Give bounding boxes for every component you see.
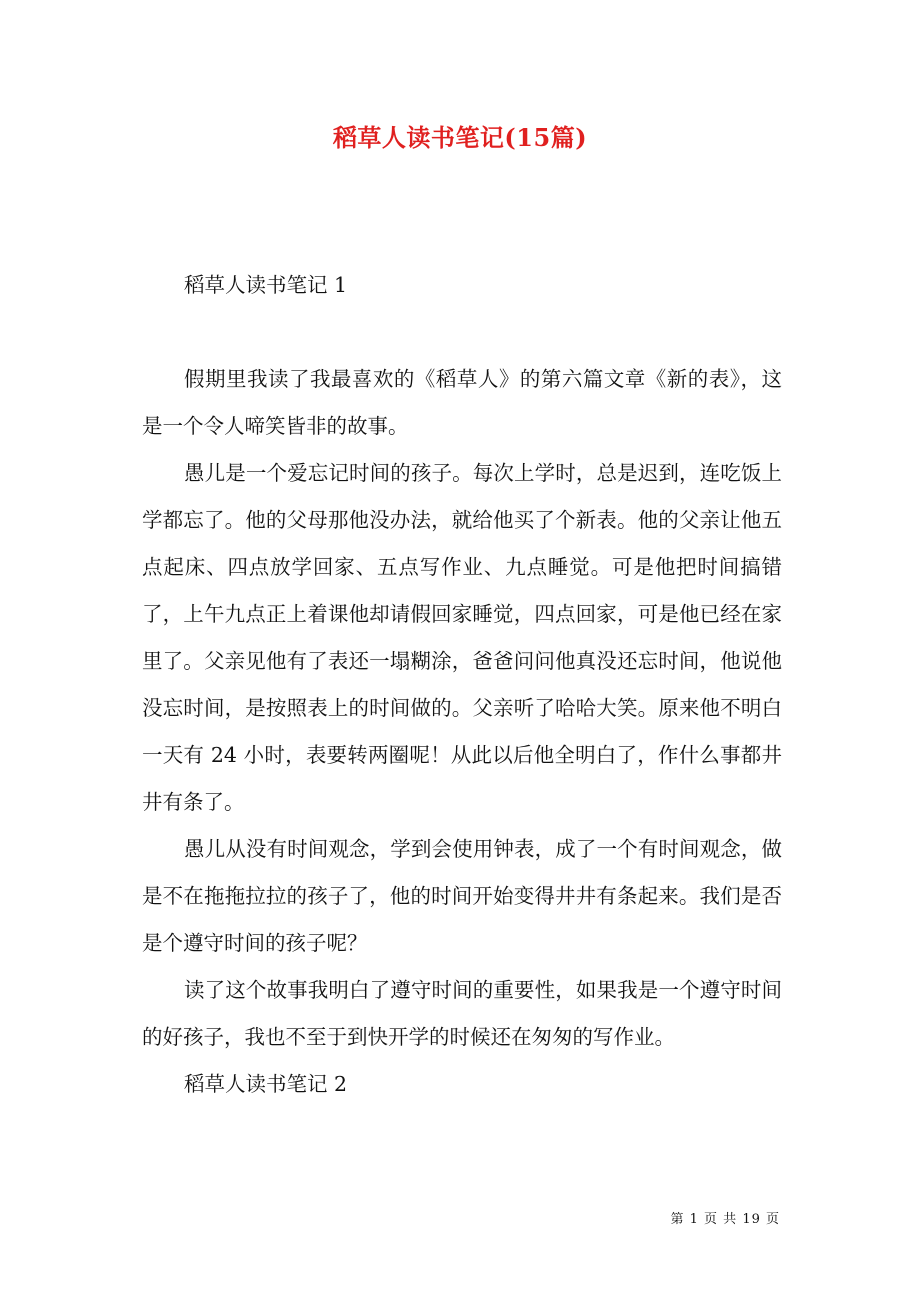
document-body xyxy=(142,262,782,1108)
paragraph-1: 假期里我读了我最喜欢的《稻草人》的第六篇文章《新的表》，这是一个令人啼笑皆非的故事。 xyxy=(142,367,782,438)
page-number: 第 1 页 共 19 页 xyxy=(670,1212,780,1227)
spacer xyxy=(142,309,782,356)
paragraph-4: 读了这个故事我明白了遵守时间的重要性，如果我是一个遵守时间的好孩子，我也不至于到快开学的时候还在匆匆的写作业。 xyxy=(142,978,782,1049)
document-title: 稻草人读书笔记(15篇) xyxy=(332,123,588,152)
paragraph-3: 愚儿从没有时间观念，学到会使用钟表，成了一个有时间观念，做是不在拖拖拉拉的孩子了，他的时间开始变得井井有条起来。我们是否是个遵守时间的孩子呢？ xyxy=(142,837,782,955)
section-heading-1: 稻草人读书笔记 1 xyxy=(184,273,348,297)
section-heading-2: 稻草人读书笔记 2 xyxy=(184,1072,348,1096)
paragraph-2: 愚儿是一个爱忘记时间的孩子。每次上学时，总是迟到，连吃饭上学都忘了。他的父母那他没办法，就给他买了个新表。他的父亲让他五点起床、四点放学回家、五点写作业、九点睡觉。可是他把时间搞错了，上午九点正上着课他却请假回家睡觉，四点回家，可是他已经在家里了。父亲见他有了表还一塌糊涂，爸爸问问他真没还忘时间，他说他没忘时间，是按照表上的时间做的。父亲听了哈哈大笑。原来他不明白一天有 24 小时，表要转两圈呢！从此以后他全明白了，作什么事都井井有条了。 xyxy=(142,461,782,814)
